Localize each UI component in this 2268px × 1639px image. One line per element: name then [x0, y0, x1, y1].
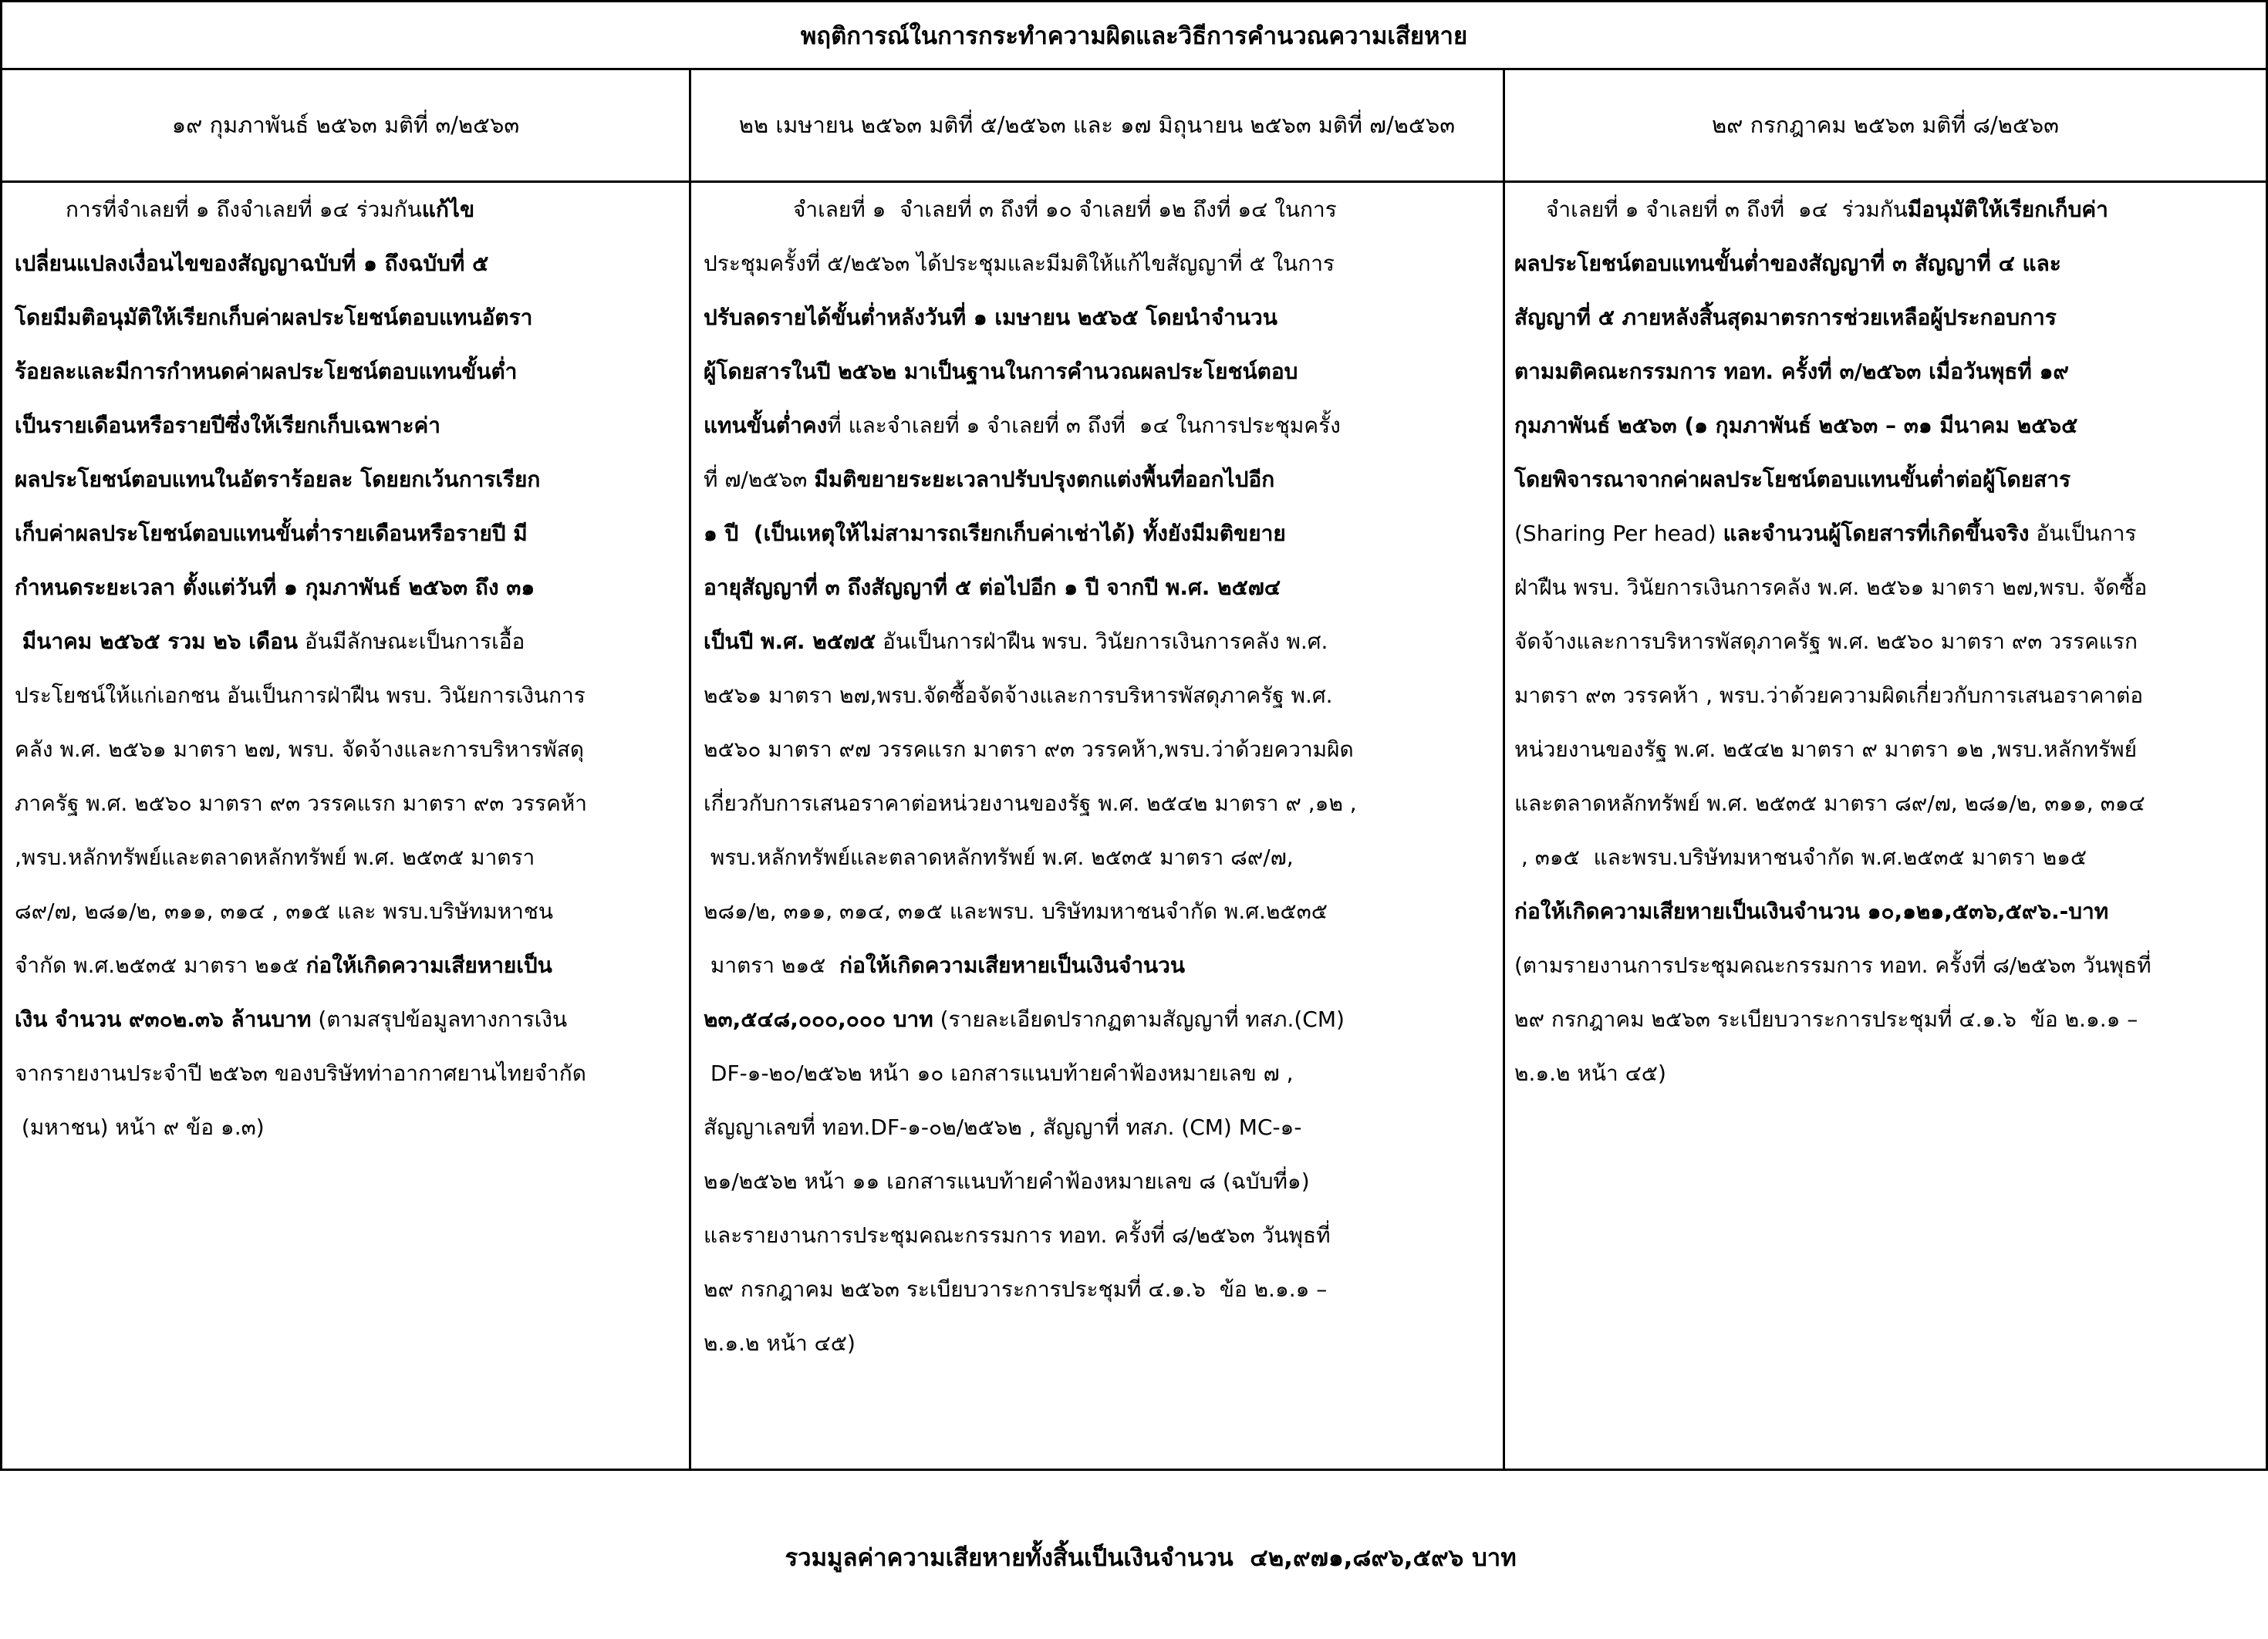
text-segment: ,พรบ.หลักทรัพย์และตลาดหลักทรัพย์ พ.ศ. ๒๕๓๕ มาตรา [15, 845, 535, 870]
bold-text-segment: สัญญาที่ ๕ ภายหลังสิ้นสุดมาตรการช่วยเหลือผู้ประกอบการ [1514, 305, 2057, 330]
text-line [15, 453, 680, 507]
text-line [704, 291, 1493, 345]
text-segment: จากรายงานประจำปี ๒๕๖๓ ของบริษัทท่าอากาศยานไทยจำกัด [15, 1061, 586, 1086]
text-line [704, 669, 1493, 723]
text-line [1514, 453, 2256, 507]
text-segment: ที่ และจำเลยที่ ๑ จำเลยที่ ๓ ถึงที่ ๑๔ ในการประชุมครั้ง [827, 413, 1341, 438]
text-line [1514, 993, 2256, 1047]
text-segment: จัดจ้างและการบริหารพัสดุภาครัฐ พ.ศ. ๒๕๖๐ มาตรา ๙๓ วรรคแรก [1514, 629, 2138, 654]
text-line [704, 1047, 1493, 1101]
text-segment: ๒๙ กรกฎาคม ๒๕๖๓ ระเบียบวาระการประชุมที่ ๔.๑.๖ ข้อ ๒.๑.๑ – [704, 1276, 1328, 1302]
text-line [1514, 237, 2256, 291]
text-segment: ประโยชน์ให้แก่เอกชน อันเป็นการฝ่าฝืน พรบ. วินัยการเงินการ [15, 683, 586, 708]
text-line [704, 1155, 1493, 1209]
bold-text-segment: ผลประโยชน์ตอบแทนขั้นต่ำของสัญญาที่ ๓ สัญญาที่ ๔ และ [1514, 251, 2061, 276]
text-segment: ๒.๑.๒ หน้า ๔๕) [704, 1330, 856, 1356]
text-line [704, 1263, 1493, 1317]
text-line [704, 939, 1493, 993]
text-line [1514, 777, 2256, 831]
text-segment: จำเลยที่ ๑ จำเลยที่ ๓ ถึงที่ ๑๐ จำเลยที่ ๑๒ ถึงที่ ๑๔ ในการ [793, 197, 1337, 222]
text-line [704, 1101, 1493, 1155]
text-segment: สัญญาเลขที่ ทอท.DF-๑-๐๒/๒๕๖๒ , สัญญาที่ ทสภ. (CM) MC-๑- [704, 1115, 1302, 1140]
text-segment: มาตรา ๒๑๕ [704, 953, 840, 978]
text-line [15, 345, 680, 399]
bold-text-segment: เป็นปี พ.ศ. ๒๕๗๕ [704, 629, 876, 654]
text-segment: จำกัด พ.ศ.๒๕๓๕ มาตรา ๒๑๕ [15, 953, 306, 978]
table-title: พฤติการณ์ในการกระทำความผิดและวิธีการคำนวณความเสียหาย [800, 22, 1468, 50]
bold-text-segment: มีมติขยายระยะเวลาปรับปรุงตกแต่งพื้นที่ออกไปอีก [814, 467, 1275, 492]
text-line [15, 1047, 680, 1101]
text-line [704, 615, 1493, 669]
bold-text-segment: ๑ ปี (เป็นเหตุให้ไม่สามารถเรียกเก็บค่าเช่าได้) ทั้งยังมีมติขยาย [704, 521, 1286, 546]
text-segment: การที่จำเลยที่ ๑ ถึงจำเลยที่ ๑๔ ร่วมกัน [66, 197, 422, 222]
bold-text-segment: อายุสัญญาที่ ๓ ถึงสัญญาที่ ๕ ต่อไปอีก ๑ ปี จากปี พ.ศ. ๒๕๗๔ [704, 575, 1281, 600]
text-line [704, 237, 1493, 291]
text-segment: มาตรา ๙๓ วรรคห้า , พรบ.ว่าด้วยความผิดเกี่ยวกับการเสนอราคาต่อ [1514, 683, 2144, 708]
bold-text-segment: แก้ไข [421, 197, 475, 222]
text-segment: (Sharing Per head) [1514, 521, 1723, 546]
text-line [15, 885, 680, 939]
text-segment: ประชุมครั้งที่ ๕/๒๕๖๓ ได้ประชุมและมีมติให้แก้ไขสัญญาที่ ๕ ในการ [704, 251, 1335, 276]
text-line [1514, 561, 2256, 615]
text-line [704, 561, 1493, 615]
text-line [1514, 669, 2256, 723]
text-segment: ที่ ๗/๒๕๖๓ [704, 467, 815, 492]
column-3-header-text: ๒๙ กรกฎาคม ๒๕๖๓ มติที่ ๘/๒๕๖๓ [1712, 112, 2059, 138]
text-segment: ๒๑/๒๕๖๒ หน้า ๑๑ เอกสารแนบท้ายคำฟ้องหมายเลข ๘ (ฉบับที่๑) [704, 1169, 1310, 1194]
text-segment: (ตามรายงานการประชุมคณะกรรมการ ทอท. ครั้งที่ ๘/๒๕๖๓ วันพุธที่ [1514, 953, 2152, 978]
text-segment: คลัง พ.ศ. ๒๕๖๑ มาตรา ๒๗, พรบ. จัดจ้างและการบริหารพัสดุ [15, 737, 585, 762]
text-line [704, 993, 1493, 1047]
bold-text-segment: มีอนุมัติให้เรียกเก็บค่า [1907, 197, 2108, 222]
text-segment: (ตามสรุปข้อมูลทางการเงิน [311, 1007, 568, 1032]
total-damages [0, 1477, 2268, 1572]
text-segment: อันเป็นการ [2029, 521, 2137, 546]
text-segment: , ๓๑๕ และพรบ.บริษัทมหาชนจำกัด พ.ศ.๒๕๓๕ มาตรา ๒๑๕ [1514, 845, 2087, 870]
text-segment: หน่วยงานของรัฐ พ.ศ. ๒๕๔๒ มาตรา ๙ มาตรา ๑๒ ,พรบ.หลักทรัพย์ [1514, 737, 2137, 762]
bold-text-segment: เปลี่ยนแปลงเงื่อนไขของสัญญาฉบับที่ ๑ ถึงฉบับที่ ๕ [15, 251, 489, 276]
column-2-body [691, 183, 1505, 1469]
text-line [704, 723, 1493, 777]
bold-text-segment: ก่อให้เกิดความเสียหายเป็นเงินจำนวน [839, 953, 1186, 978]
text-segment: จำเลยที่ ๑ จำเลยที่ ๓ ถึงที่ ๑๔ ร่วมกัน [1546, 197, 1908, 222]
text-line [1514, 885, 2256, 939]
column-2-header [691, 70, 1505, 183]
bold-text-segment: โดยมีมติอนุมัติให้เรียกเก็บค่าผลประโยชน์ตอบแทนอัตรา [15, 305, 533, 330]
text-segment: ๒๕๖๑ มาตรา ๒๗,พรบ.จัดซื้อจัดจ้างและการบริหารพัสดุภาครัฐ พ.ศ. [704, 683, 1333, 708]
text-line [15, 399, 680, 453]
text-segment: ๒.๑.๒ หน้า ๔๕) [1514, 1061, 1666, 1086]
text-line [15, 615, 680, 669]
bold-text-segment: ผู้โดยสารในปี ๒๕๖๒ มาเป็นฐานในการคำนวณผลประโยชน์ตอบ [704, 359, 1298, 384]
text-segment: ๒๙ กรกฎาคม ๒๕๖๓ ระเบียบวาระการประชุมที่ ๔.๑.๖ ข้อ ๒.๑.๑ – [1514, 1007, 2138, 1032]
text-segment: (รายละเอียดปรากฏตามสัญญาที่ ทสภ.(CM) [933, 1007, 1345, 1032]
bold-text-segment: เป็นรายเดือนหรือรายปีซึ่งให้เรียกเก็บเฉพาะค่า [15, 413, 441, 438]
column-3-body [1505, 183, 2266, 1469]
text-line [704, 831, 1493, 885]
text-segment: พรบ.หลักทรัพย์และตลาดหลักทรัพย์ พ.ศ. ๒๕๓๕ มาตรา ๘๙/๗, [704, 845, 1294, 870]
bold-text-segment: ก่อให้เกิดความเสียหายเป็นเงินจำนวน ๑๐,๑๒๑,๕๓๖,๕๙๖.-บาท [1514, 899, 2109, 924]
text-line [15, 723, 680, 777]
text-line [704, 183, 1493, 237]
text-line [704, 885, 1493, 939]
text-line [1514, 507, 2256, 561]
bold-text-segment: แทนขั้นต่ำคง [704, 413, 828, 438]
bold-text-segment: เก็บค่าผลประโยชน์ตอบแทนขั้นต่ำรายเดือนหรือรายปี มี [15, 521, 528, 546]
bold-text-segment: กำหนดระยะเวลา ตั้งแต่วันที่ ๑ กุมภาพันธ์ ๒๕๖๓ ถึง ๓๑ [15, 575, 535, 600]
text-segment: ฝ่าฝืน พรบ. วินัยการเงินการคลัง พ.ศ. ๒๕๖๑ มาตรา ๒๗,พรบ. จัดซื้อ [1514, 575, 2148, 600]
text-line [1514, 291, 2256, 345]
bold-text-segment: ผลประโยชน์ตอบแทนในอัตราร้อยละ โดยยกเว้นการเรียก [15, 467, 541, 492]
text-line [1514, 1047, 2256, 1101]
bold-text-segment: ร้อยละและมีการกำหนดค่าผลประโยชน์ตอบแทนขั้นต่ำ [15, 359, 518, 384]
text-line [15, 291, 680, 345]
bold-text-segment: ๒๓,๕๔๘,๐๐๐,๐๐๐ บาท [704, 1007, 933, 1032]
table-title-cell [2, 2, 2266, 70]
text-line [15, 1101, 680, 1155]
text-line [704, 345, 1493, 399]
bold-text-segment: ปรับลดรายได้ขั้นต่ำหลังวันที่ ๑ เมษายน ๒๕๖๕ โดยนำจำนวน [704, 305, 1277, 330]
text-line [704, 1317, 1493, 1371]
text-line [15, 993, 680, 1047]
text-segment: ภาครัฐ พ.ศ. ๒๕๖๐ มาตรา ๙๓ วรรคแรก มาตรา ๙๓ วรรคห้า [15, 791, 587, 816]
text-line [15, 939, 680, 993]
text-line [15, 507, 680, 561]
text-line [15, 777, 680, 831]
text-line [1514, 615, 2256, 669]
total-damages-text: รวมมูลค่าความเสียหายทั้งสิ้นเป็นเงินจำนวน ๔๒,๙๗๑,๘๙๖,๕๙๖ บาท [785, 1544, 1517, 1572]
bold-text-segment: โดยพิจารณาจากค่าผลประโยชน์ตอบแทนขั้นต่ำต่อผู้โดยสาร [1514, 467, 2071, 492]
text-line [704, 777, 1493, 831]
text-segment: และตลาดหลักทรัพย์ พ.ศ. ๒๕๓๕ มาตรา ๘๙/๗, ๒๘๑/๒, ๓๑๑, ๓๑๔ [1514, 791, 2145, 816]
text-line [704, 507, 1493, 561]
text-line [704, 1209, 1493, 1263]
text-line [1514, 831, 2256, 885]
text-segment: DF-๑-๒๐/๒๕๖๒ หน้า ๑๐ เอกสารแนบท้ายคำฟ้องหมายเลข ๗ , [704, 1061, 1294, 1086]
text-segment: ๒๘๑/๒, ๓๑๑, ๓๑๔, ๓๑๕ และพรบ. บริษัทมหาชนจำกัด พ.ศ.๒๕๓๕ [704, 899, 1328, 924]
text-segment: ๘๙/๗, ๒๘๑/๒, ๓๑๑, ๓๑๔ , ๓๑๕ และ พรบ.บริษัทมหาชน [15, 899, 554, 924]
bold-text-segment: มีนาคม ๒๕๖๕ รวม ๒๖ เดือน [15, 629, 299, 654]
text-line [15, 183, 680, 237]
text-line [15, 561, 680, 615]
text-segment: อันมีลักษณะเป็นการเอื้อ [298, 629, 525, 654]
text-line [15, 669, 680, 723]
column-3-header [1505, 70, 2266, 183]
column-2-header-text: ๒๒ เมษายน ๒๕๖๓ มติที่ ๕/๒๕๖๓ และ ๑๗ มิถุนายน ๒๕๖๓ มติที่ ๗/๒๕๖๓ [738, 112, 1456, 138]
column-1-body [2, 183, 691, 1469]
bold-text-segment: และจำนวนผู้โดยสารที่เกิดขึ้นจริง [1723, 521, 2030, 546]
bold-text-segment: ก่อให้เกิดความเสียหายเป็น [305, 953, 552, 978]
bold-text-segment: เงิน จำนวน ๙๓๐๒.๓๖ ล้านบาท [15, 1007, 312, 1032]
column-1-header-text: ๑๙ กุมภาพันธ์ ๒๕๖๓ มติที่ ๓/๒๕๖๓ [171, 112, 520, 138]
text-line [704, 399, 1493, 453]
text-line [1514, 723, 2256, 777]
bold-text-segment: กุมภาพันธ์ ๒๕๖๓ (๑ กุมภาพันธ์ ๒๕๖๓ – ๓๑ มีนาคม ๒๕๖๕ [1514, 413, 2078, 438]
column-1-header [2, 70, 691, 183]
text-segment: เกี่ยวกับการเสนอราคาต่อหน่วยงานของรัฐ พ.ศ. ๒๕๔๒ มาตรา ๙ ,๑๒ , [704, 791, 1357, 816]
text-line [15, 831, 680, 885]
text-segment: ๒๕๖๐ มาตรา ๙๗ วรรคแรก มาตรา ๙๓ วรรคห้า,พรบ.ว่าด้วยความผิด [704, 737, 1354, 762]
text-line [1514, 345, 2256, 399]
text-line [1514, 939, 2256, 993]
text-segment: (มหาชน) หน้า ๙ ข้อ ๑.๓) [15, 1115, 265, 1140]
text-line [1514, 183, 2256, 237]
text-line [15, 237, 680, 291]
text-line [1514, 399, 2256, 453]
text-segment: อันเป็นการฝ่าฝืน พรบ. วินัยการเงินการคลัง พ.ศ. [876, 629, 1328, 654]
text-segment: และรายงานการประชุมคณะกรรมการ ทอท. ครั้งที่ ๘/๒๕๖๓ วันพุธที่ [704, 1223, 1331, 1248]
bold-text-segment: ตามมติคณะกรรมการ ทอท. ครั้งที่ ๓/๒๕๖๓ เมื่อวันพุธที่ ๑๙ [1514, 359, 2069, 384]
text-line [704, 453, 1493, 507]
